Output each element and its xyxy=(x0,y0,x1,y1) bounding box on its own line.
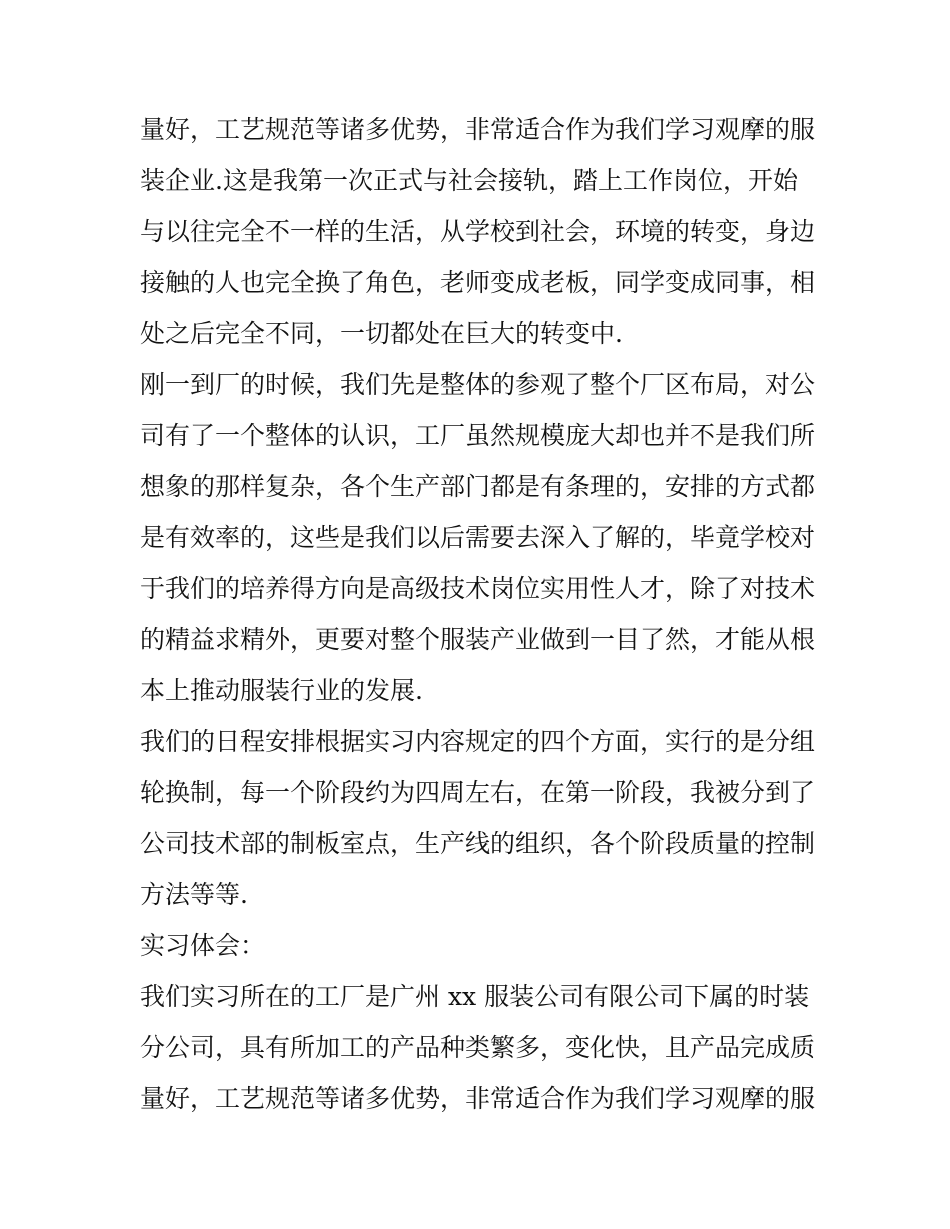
text-line: 量好，工艺规范等诸多优势，非常适合作为我们学习观摩的服 xyxy=(140,115,816,144)
text-line: 装企业.这是我第一次正式与社会接轨，踏上工作岗位，开始 xyxy=(140,166,798,195)
text-line: 量好，工艺规范等诸多优势，非常适合作为我们学习观摩的服 xyxy=(140,1084,816,1113)
text-line: 刚一到厂的时候，我们先是整体的参观了整个厂区布局，对公 xyxy=(140,370,816,399)
text-line: 轮换制，每一个阶段约为四周左右，在第一阶段，我被分到了 xyxy=(140,778,816,807)
section-heading: 实习体会： xyxy=(140,931,266,960)
text-line: 本上推动服装行业的发展. xyxy=(140,676,423,705)
text-line: 想象的那样复杂，各个生产部门都是有条理的，安排的方式都 xyxy=(140,472,816,501)
text-line: 于我们的培养得方向是高级技术岗位实用性人才，除了对技术 xyxy=(140,574,816,603)
text-line: 处之后完全不同，一切都处在巨大的转变中. xyxy=(140,319,623,348)
text-line: 司有了一个整体的认识，工厂虽然规模庞大却也并不是我们所 xyxy=(140,421,816,450)
text-line: 是有效率的，这些是我们以后需要去深入了解的，毕竟学校对 xyxy=(140,523,816,552)
text-line: 与以往完全不一样的生活，从学校到社会，环境的转变，身边 xyxy=(140,217,816,246)
text-line: 公司技术部的制板室点，生产线的组织，各个阶段质量的控制 xyxy=(140,829,816,858)
text-line: 接触的人也完全换了角色，老师变成老板，同学变成同事，相 xyxy=(140,268,816,297)
text-line: 我们的日程安排根据实习内容规定的四个方面，实行的是分组 xyxy=(140,727,816,756)
text-line: 的精益求精外，更要对整个服装产业做到一目了然，才能从根 xyxy=(140,625,816,654)
document-body xyxy=(140,104,820,1124)
text-line: 分公司，具有所加工的产品种类繁多，变化快，且产品完成质 xyxy=(140,1033,816,1062)
text-line: 方法等等. xyxy=(140,880,248,909)
text-line: 我们实习所在的工厂是广州 xx 服装公司有限公司下属的时装 xyxy=(140,982,810,1011)
